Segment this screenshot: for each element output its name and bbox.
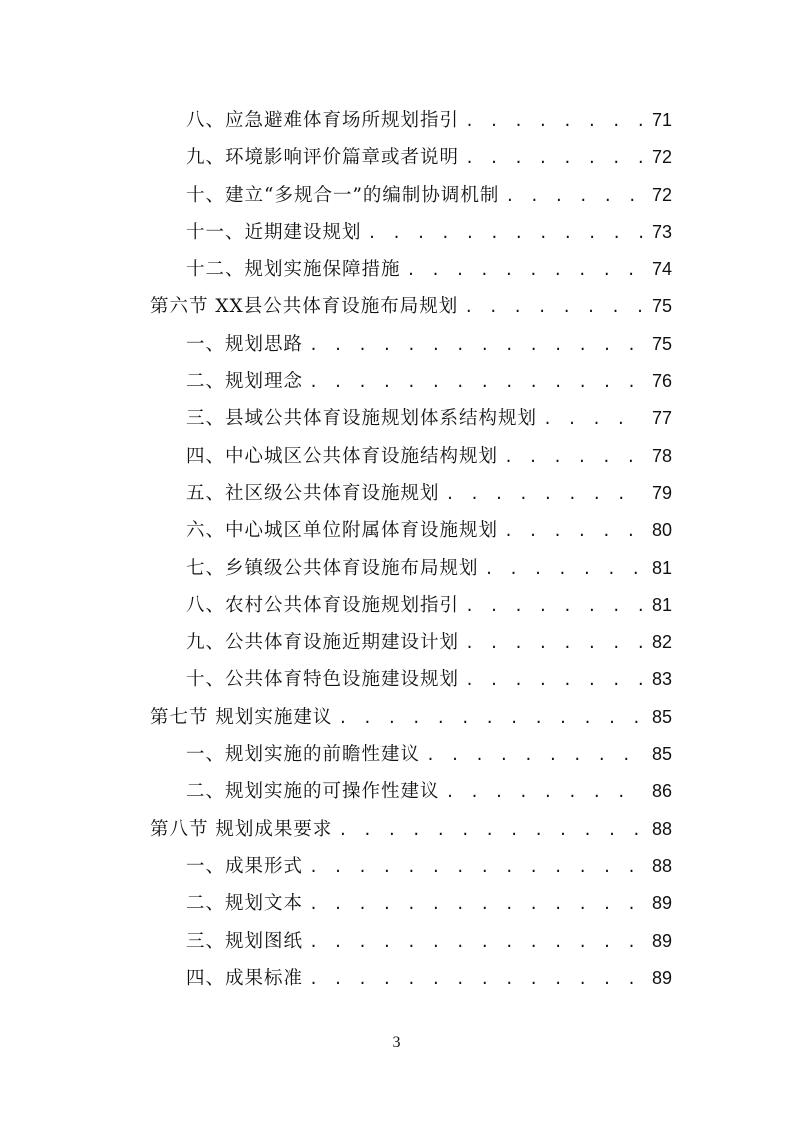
toc-dot-leader [309, 924, 644, 961]
toc-dot-leader [309, 327, 644, 364]
toc-entry-page-number: 75 [651, 333, 672, 354]
toc-section-entry[interactable] [150, 288, 672, 325]
toc-entry-page-number: 85 [651, 706, 672, 727]
toc-dot-leader [407, 252, 644, 289]
toc-subsection-entry[interactable] [150, 438, 672, 475]
toc-entry-page-number: 83 [651, 669, 672, 690]
toc-entry-title: 十、公共体育特色设施建设规划 [186, 669, 460, 691]
toc-entry-page-number: 76 [651, 371, 672, 392]
toc-entry-page-number: 88 [651, 855, 672, 876]
toc-subsection-entry[interactable] [150, 139, 672, 176]
toc-dot-leader [368, 215, 644, 252]
toc-subsection-entry[interactable] [150, 960, 672, 997]
toc-entry-title: 二、规划实施的可操作性建议 [186, 781, 440, 803]
toc-entry-title: 九、公共体育设施近期建设计划 [186, 632, 460, 654]
toc-entry-page-number: 82 [651, 632, 672, 653]
toc-entry-title: 十、建立“多规合一”的编制协调机制 [186, 184, 500, 206]
toc-entry-title: 第六节 XX县公共体育设施布局规划 [150, 296, 459, 318]
toc-subsection-entry[interactable] [150, 773, 672, 810]
toc-entry-page-number: 74 [651, 259, 672, 280]
toc-entry-title: 第七节 规划实施建议 [150, 706, 333, 728]
toc-entry-title: 二、规划文本 [186, 893, 304, 915]
toc-dot-leader [338, 700, 644, 737]
toc-entry-page-number: 77 [651, 408, 672, 429]
toc-entry-page-number: 86 [651, 781, 672, 802]
toc-entry-page-number: 85 [651, 744, 672, 765]
toc-dot-leader [309, 886, 644, 923]
toc-entry-title: 十一、近期建设规划 [186, 221, 362, 243]
toc-subsection-entry[interactable] [150, 102, 672, 139]
toc-entry-page-number: 75 [651, 296, 672, 317]
toc-entry-page-number: 81 [651, 594, 672, 615]
toc-entry-page-number: 73 [651, 221, 672, 242]
toc-subsection-entry[interactable] [150, 363, 672, 400]
toc-dot-leader [309, 364, 644, 401]
toc-entry-page-number: 71 [651, 110, 672, 130]
toc-section-entry[interactable] [150, 699, 672, 736]
toc-entry-page-number: 89 [651, 967, 672, 988]
toc-dot-leader [465, 103, 644, 140]
toc-entry-title: 一、规划思路 [186, 333, 304, 355]
toc-subsection-entry[interactable] [150, 400, 672, 437]
toc-subsection-entry[interactable] [150, 624, 672, 661]
toc-subsection-entry[interactable] [150, 587, 672, 624]
toc-entry-title: 十二、规划实施保障措施 [186, 259, 401, 281]
table-of-contents [150, 102, 672, 997]
toc-subsection-entry[interactable] [150, 475, 672, 512]
toc-entry-title: 三、县域公共体育设施规划体系结构规划 [186, 408, 538, 430]
toc-subsection-entry[interactable] [150, 512, 672, 549]
toc-subsection-entry[interactable] [150, 326, 672, 363]
toc-entry-page-number: 72 [651, 147, 672, 168]
toc-dot-leader [504, 513, 644, 550]
toc-subsection-entry[interactable] [150, 885, 672, 922]
toc-entry-title: 一、成果形式 [186, 855, 304, 877]
toc-entry-title: 一、规划实施的前瞻性建议 [186, 744, 421, 766]
toc-entry-page-number: 80 [651, 520, 672, 541]
toc-entry-page-number: 88 [651, 818, 672, 839]
toc-dot-leader [426, 737, 644, 774]
toc-dot-leader [465, 662, 644, 699]
toc-entry-title: 八、农村公共体育设施规划指引 [186, 594, 460, 616]
toc-dot-leader [485, 551, 644, 588]
toc-entry-page-number: 89 [651, 893, 672, 914]
toc-dot-leader [465, 588, 644, 625]
toc-dot-leader [464, 289, 644, 326]
toc-dot-leader [338, 812, 644, 849]
toc-subsection-entry[interactable] [150, 251, 672, 288]
toc-subsection-entry[interactable] [150, 736, 672, 773]
toc-dot-leader [505, 178, 644, 215]
toc-entry-title: 四、成果标准 [186, 967, 304, 989]
toc-section-entry[interactable] [150, 811, 672, 848]
toc-entry-title: 二、规划理念 [186, 371, 304, 393]
toc-entry-title: 七、乡镇级公共体育设施布局规划 [186, 557, 479, 579]
toc-entry-title: 四、中心城区公共体育设施结构规划 [186, 445, 499, 467]
toc-entry-page-number: 79 [651, 482, 672, 503]
toc-entry-page-number: 81 [651, 557, 672, 578]
toc-dot-leader [446, 774, 644, 811]
toc-subsection-entry[interactable] [150, 848, 672, 885]
toc-subsection-entry[interactable] [150, 661, 672, 698]
toc-entry-title: 三、规划图纸 [186, 930, 304, 952]
toc-subsection-entry[interactable] [150, 214, 672, 251]
toc-subsection-entry[interactable] [150, 177, 672, 214]
toc-entry-title: 第八节 规划成果要求 [150, 818, 333, 840]
toc-entry-title: 五、社区级公共体育设施规划 [186, 482, 440, 504]
toc-dot-leader [309, 849, 644, 886]
toc-entry-title: 六、中心城区单位附属体育设施规划 [186, 520, 499, 542]
toc-entry-page-number: 72 [651, 184, 672, 205]
toc-entry-page-number: 89 [651, 930, 672, 951]
toc-subsection-entry[interactable] [150, 550, 672, 587]
toc-entry-title: 八、应急避难体育场所规划指引 [186, 110, 460, 131]
page-number-footer: 3 [392, 1034, 401, 1051]
toc-dot-leader [446, 476, 644, 513]
toc-subsection-entry[interactable] [150, 923, 672, 960]
toc-dot-leader [504, 439, 644, 476]
toc-entry-title: 九、环境影响评价篇章或者说明 [186, 147, 460, 169]
toc-dot-leader [465, 625, 644, 662]
toc-dot-leader [465, 140, 644, 177]
toc-dot-leader [543, 401, 644, 438]
toc-dot-leader [309, 961, 644, 998]
toc-entry-page-number: 78 [651, 445, 672, 466]
